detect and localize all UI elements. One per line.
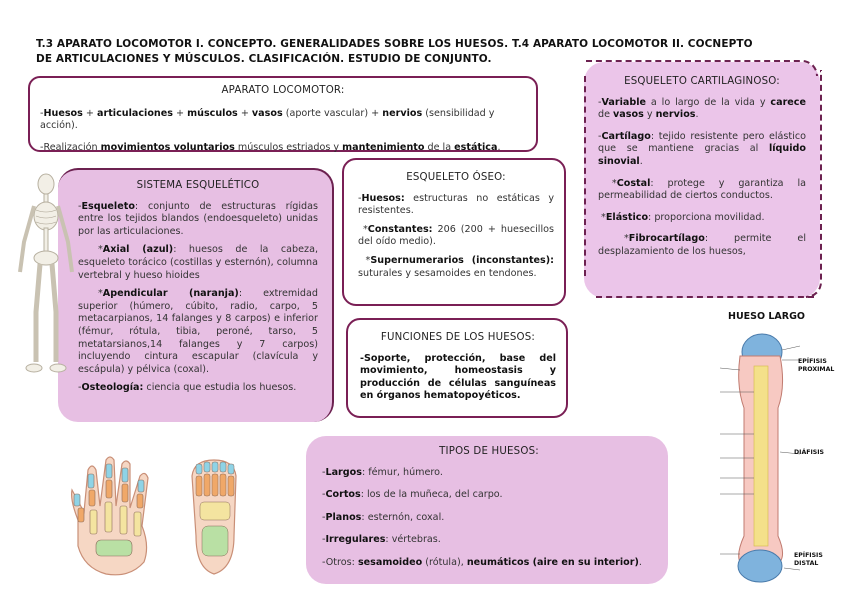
cart-cartilago-end: . [639,155,643,167]
aparato-movimientos: movimientos voluntarios [100,141,235,153]
cart-fibro: *Fibrocartílago: permite el desplazamiento de los huesos, [598,233,806,257]
tipo-neumaticos: neumáticos (aire en su interior) [466,556,639,568]
hueso-largo-title: HUESO LARGO [728,311,805,322]
label-diafisis: DIÁFISIS [794,449,824,456]
aparato-articulaciones: articulaciones [97,107,173,119]
cart-fibro-label: Fibrocartílago [628,233,705,245]
sist-osteologia-text: ciencia que estudia los huesos. [143,382,297,394]
aparato-line-2: -Realización movimientos voluntarios músculos estriados y mantenimiento de la estática. [40,141,501,153]
medullary-cavity-icon [754,366,768,546]
aparato-locomotor-box [28,76,538,152]
sist-apendicular: *Apendicular (naranja): extremidad superior (húmero, cúbito, radio, carpo, 5 metacarpianos, 14 falanges y 8 carpos) e inferior (fémur, rótula, tibia, peroné, tarso, 5 metatarsianos,14 falanges y 7 carpos) incluyendo cintura escapular (clavícula y escápula) y pélvica (coxal). [78,288,318,375]
page-title: T.3 APARATO LOCOMOTOR I. CONCEPTO. GENERALIDADES SOBRE LOS HUESOS. T.4 APARATO LOCOMOTOR II. COCNEPTO DE ARTICULACIONES Y MÚSCULOS. CLASIFICACIÓN. ESTUDIO DE CONJUNTO. [36,38,753,65]
cart-variable-b1: Variable [601,96,646,108]
aparato-nervios-note: (sensibilidad y acción). [40,107,495,132]
skeleton-illustration [14,172,78,412]
tipo-irregulares-text: : vértebras. [385,534,441,546]
oseo-heading: ESQUELETO ÓSEO: [406,172,506,183]
sist-esqueleto-text: : conjunto de estructuras rígidas entre los tejidos blandos (endoesqueleto) unidas por las articulaciones. [78,200,318,237]
aparato-l2-t4: . [497,141,501,153]
oseo-constantes-label: Constantes: [367,223,433,235]
aparato-huesos: Huesos [43,107,83,119]
sist-osteologia: -Osteología: ciencia que estudia los huesos. [78,382,297,394]
cart-elastico: *Elástico: proporciona movilidad. [598,211,765,223]
oseo-huesos: -Huesos: estructuras no estáticas y resistentes. [358,192,554,217]
label-epifisis-proximal: EPÍFISIS PROXIMAL [798,358,835,373]
cart-costal: *Costal: protege y garantiza la permeabilidad de ciertos conductos. [598,177,806,202]
cart-right-border [806,70,822,298]
aparato-musculos: músculos [187,107,238,119]
cart-costal-label: Costal [616,177,651,189]
hand-bones-illustration [60,450,170,582]
cart-variable-t2: de [598,109,614,121]
cart-variable-b2: carece [770,96,806,108]
aparato-plus-1: + [82,107,97,119]
tipo-otros-t3: . [638,556,642,568]
cart-fibro-text: : permite el desplazamiento de los huesos, [598,233,806,257]
foot-bones-illustration [186,456,242,580]
cart-variable-t4: . [695,109,699,121]
cartilaginoso-heading: ESQUELETO CARTILAGINOSO: [624,76,780,87]
aparato-vasos: vasos [251,107,283,119]
ribcage-icon [34,202,58,230]
cart-cartilago-label: Cartílago [601,130,651,142]
tipo-sesamoideo: sesamoideo [357,556,423,568]
tipo-planos-text: : esternón, coxal. [361,511,445,523]
sist-axial-text: : huesos de la cabeza, esqueleto torácico (costillas y esternón), columna vertebral y hueso hioides [78,244,318,281]
funciones-text-span: -Soporte, protección, base del movimiento, homeostasis y producción de células sanguíneas en órganos hematopoyéticos. [360,352,556,402]
oseo-constantes: *Constantes: 206 (200 + huesecillos del oído medio). [358,223,554,248]
sist-osteologia-label: Osteología: [81,382,144,394]
tipo-cortos-text: : los de la muñeca, del carpo. [360,489,503,501]
cart-top-border [586,60,818,76]
cart-costal-text: : protege y garantiza la permeabilidad de ciertos conductos. [598,177,806,202]
oseo-super-text: suturales y sesamoides en tendones. [358,267,537,279]
aparato-estatica: estática [454,141,498,153]
pelvis-icon [34,251,58,265]
tipo-cortos: -Cortos: los de la muñeca, del carpo. [322,489,503,501]
cart-elastico-text: : proporciona movilidad. [648,211,765,223]
tipo-largos-text: : fémur, húmero. [361,466,443,478]
sist-axial-label: Axial (azul) [102,244,174,256]
tipos-heading: TIPOS DE HUESOS: [439,446,539,457]
label-epifisis-distal: EPÍFISIS DISTAL [794,552,823,567]
tipo-irregulares-label: Irregulares [325,534,386,546]
tipo-otros-t1: Otros: [325,556,358,568]
skull-icon [38,174,54,194]
tipo-planos-label: Planos [325,511,362,523]
tipo-otros-t2: (rótula), [422,556,467,568]
aparato-plus-3: + [237,107,252,119]
sist-esqueleto-label: Esqueleto [81,200,135,212]
tipo-irregulares: -Irregulares: vértebras. [322,534,441,546]
cart-variable-b3: vasos [613,109,644,121]
tipo-planos: -Planos: esternón, coxal. [322,511,445,523]
aparato-plus-2: + [172,107,188,119]
oseo-huesos-text: estructuras no estáticas y resistentes. [358,192,554,217]
tipo-cortos-label: Cortos [325,489,361,501]
aparato-vasos-note: (aporte vascular) + [282,107,383,119]
aparato-heading: APARATO LOCOMOTOR: [221,85,345,96]
esqueleto-oseo-box [342,158,566,306]
aparato-mantenimiento: mantenimiento [342,141,425,153]
funciones-text [360,353,556,403]
cart-variable-t3: y [643,109,656,121]
cart-bottom-border [596,282,814,298]
tipo-largos-label: Largos [325,466,362,478]
aparato-line-1: -Huesos + articulaciones + músculos + vasos (aporte vascular) + nervios (sensibilidad y acción). [40,107,495,132]
oseo-huesos-label: Huesos: [361,192,405,204]
oseo-super-label: Supernumerarios (inconstantes): [370,254,554,266]
oseo-supernumerarios: *Supernumerarios (inconstantes): suturales y sesamoides en tendones. [358,254,554,279]
cart-liquido-sinovial: líquido sinovial [598,143,806,167]
cart-variable: -Variable a lo largo de la vida y carece de vasos y nervios. [598,96,806,121]
cart-cartilago: -Cartílago: tejido resistente pero elástico que se mantiene gracias al líquido sinovial. [598,130,806,167]
oseo-constantes-text: 206 (200 + huesecillos del oído medio). [358,223,554,248]
tipo-largos: -Largos: fémur, húmero. [322,466,443,478]
aparato-nervios: nervios [382,107,423,119]
sistema-esqueletico-box [58,168,334,422]
cart-elastico-label: Elástico [605,211,649,223]
sist-esqueleto: -Esqueleto: conjunto de estructuras rígidas entre los tejidos blandos (endoesqueleto) unidas por las articulaciones. [78,200,318,237]
cart-variable-b4: nervios [655,109,696,121]
cart-cartilago-text: : tejido resistente pero elástico que se mantiene gracias al [598,130,806,155]
aparato-l2-t1: Realización [43,141,101,153]
tipos-huesos-box [306,436,668,584]
aparato-l2-t2: músculos estriados y [234,141,343,153]
funciones-heading: FUNCIONES DE LOS HUESOS: [380,332,536,343]
distal-epiphysis-icon [738,550,782,582]
sist-apendicular-label: Apendicular (naranja) [102,288,239,300]
cart-left-border [584,76,596,276]
tipo-otros: -Otros: sesamoideo (rótula), neumáticos (aire en su interior). [322,556,642,568]
sist-apendicular-text: : extremidad superior (húmero, cúbito, radio, carpo, 5 metacarpianos, 14 falanges y 8 carpos) e inferior (fémur, rótula, tibia, peroné, tarso, 5 metatarsianos,14 falanges y 7 carpos) incluyendo cintura escapular (clavícula y escápula) y pélvica (coxal). [78,288,318,375]
cartilaginoso-box [584,62,820,298]
cart-variable-t1: a lo largo de la vida y [646,96,771,108]
funciones-box [346,318,568,418]
aparato-l2-t3: de la [424,141,455,153]
sistema-heading: SISTEMA ESQUELÉTICO [136,180,260,191]
sist-axial: *Axial (azul): huesos de la cabeza, esqueleto torácico (costillas y esternón), columna vertebral y hueso hioides [78,244,318,281]
